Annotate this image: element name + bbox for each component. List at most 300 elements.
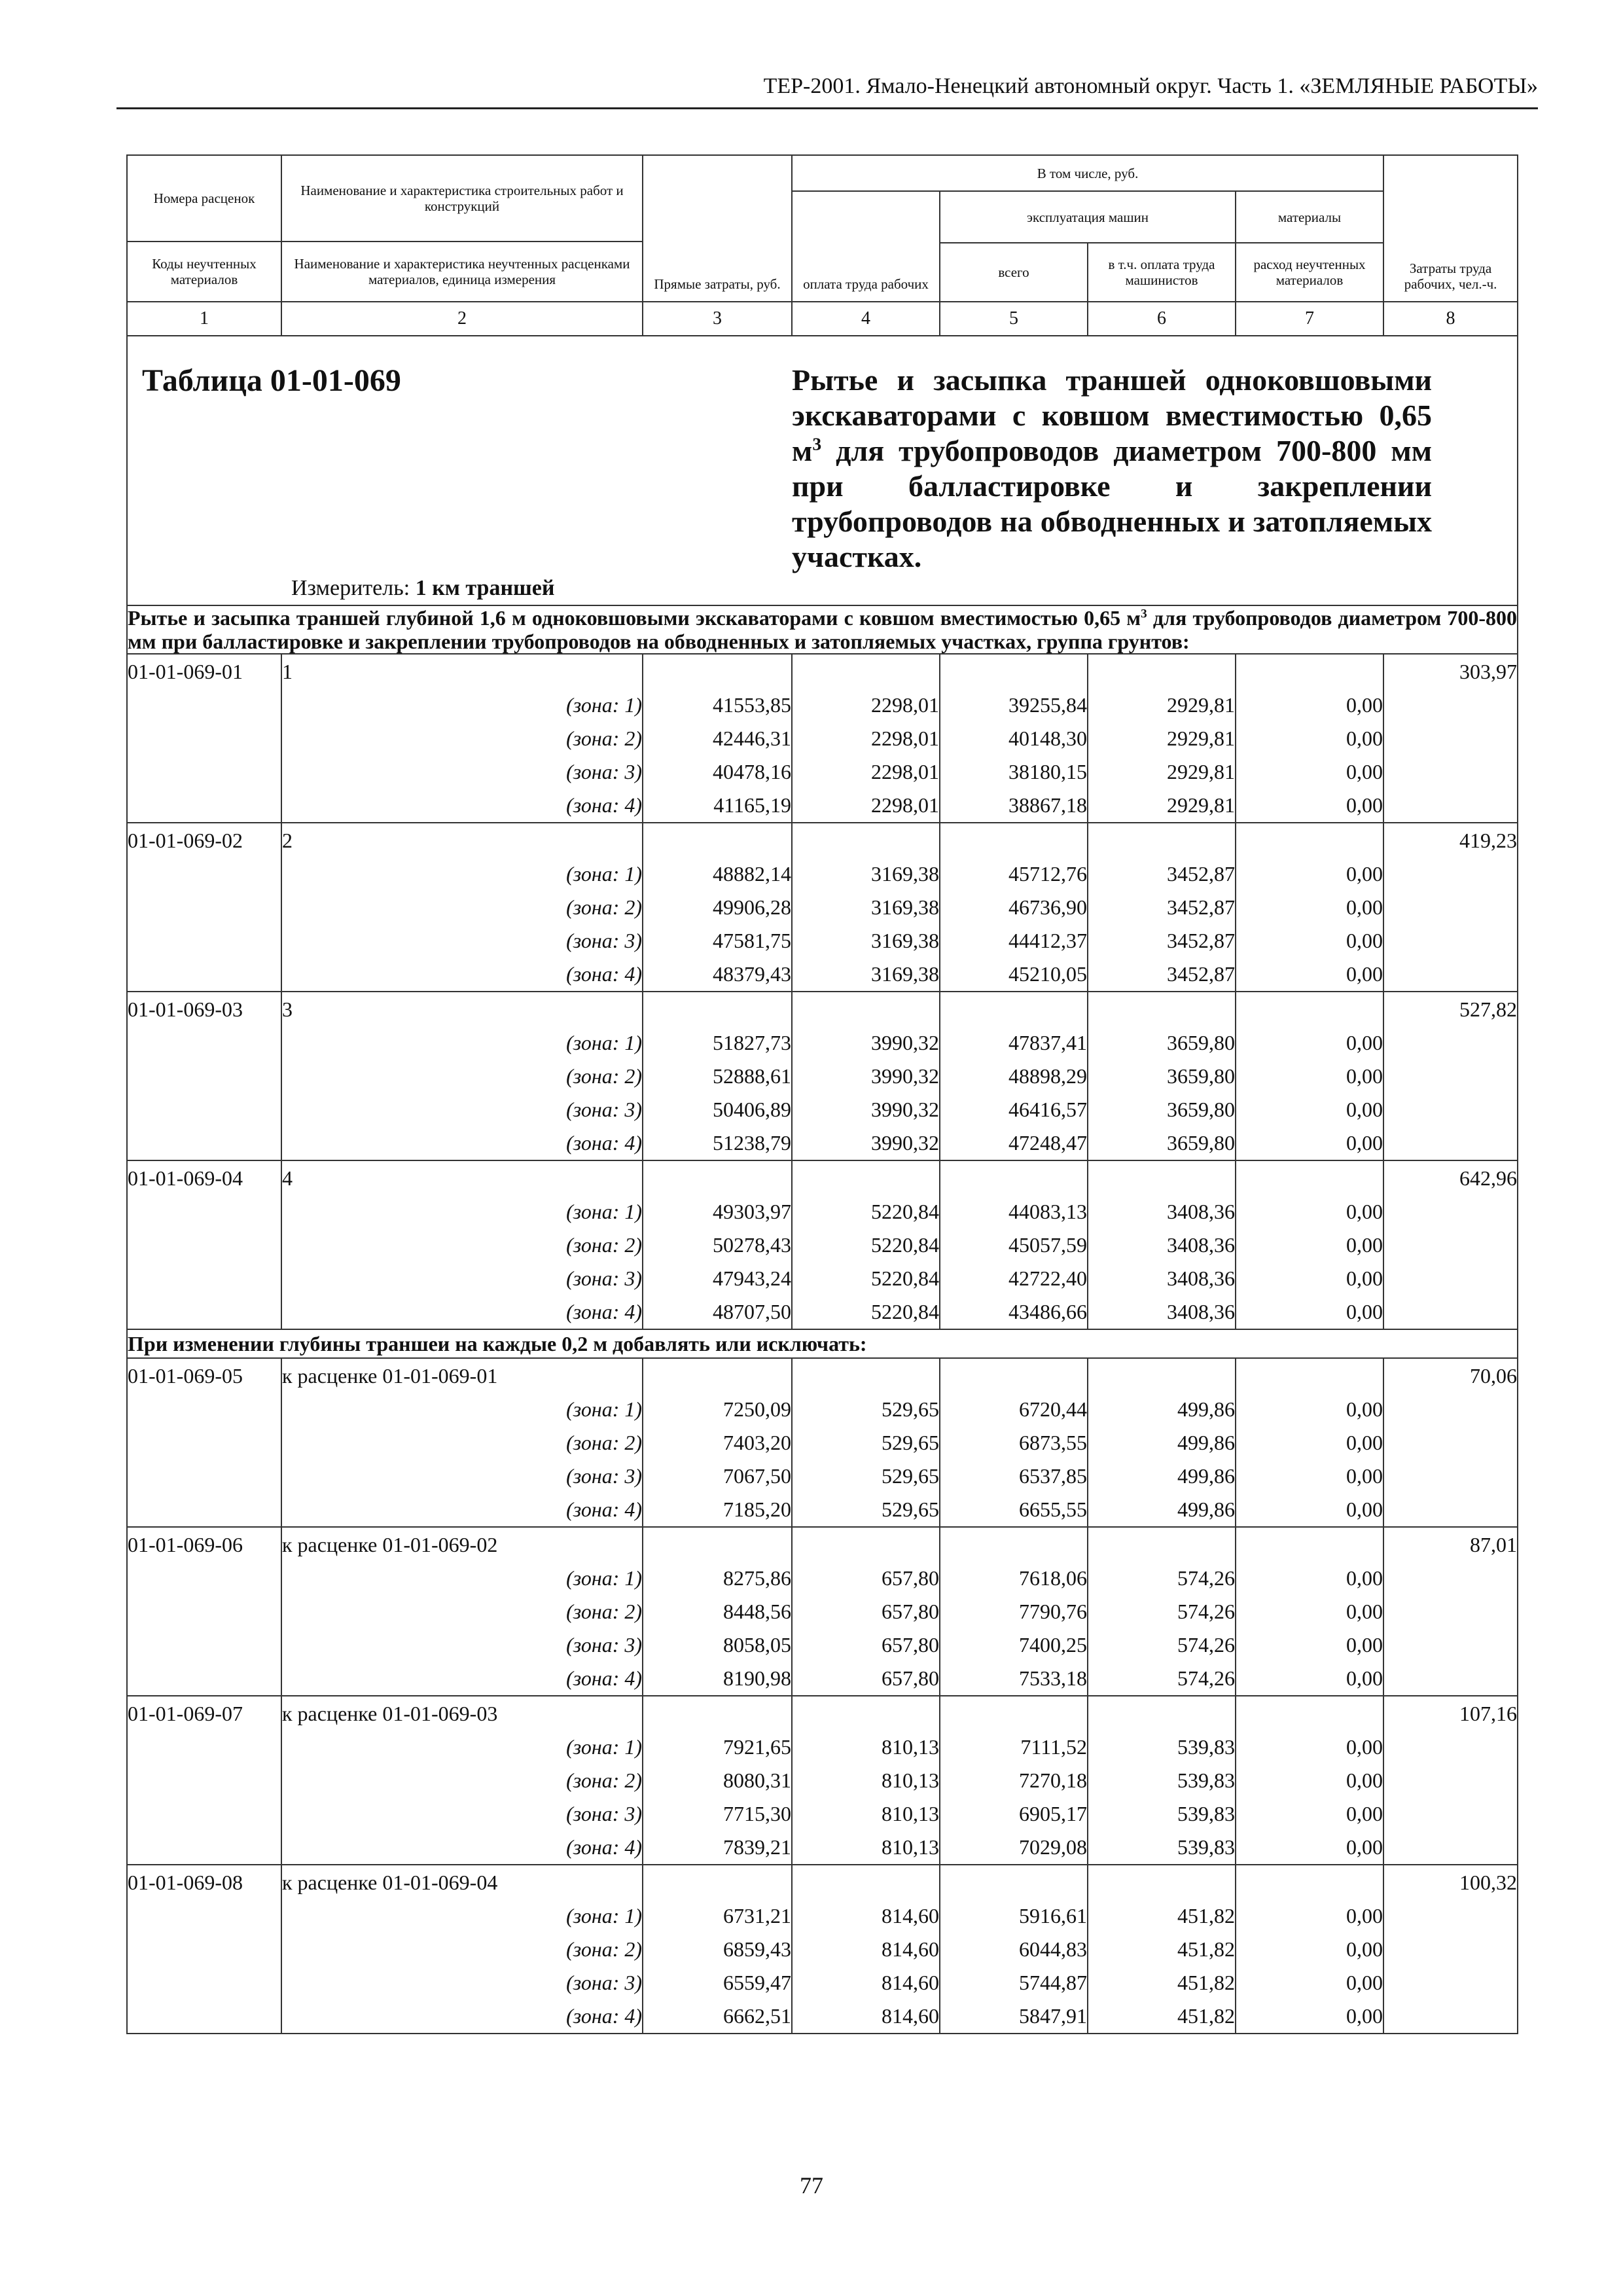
zone-label: (зона: 1) xyxy=(281,1562,643,1595)
materials-cost: 0,00 xyxy=(1236,2000,1383,2034)
materials-cost: 0,00 xyxy=(1236,1562,1383,1595)
wages-cost: 810,13 xyxy=(792,1797,940,1831)
measure-unit xyxy=(128,576,1517,603)
zone-label: (зона: 4) xyxy=(281,1295,643,1329)
wages-cost: 814,60 xyxy=(792,1966,940,2000)
zone-row xyxy=(127,857,1518,891)
column-number: 7 xyxy=(1236,302,1383,336)
rates-table xyxy=(126,154,1518,2034)
zone-label: (зона: 4) xyxy=(281,1831,643,1865)
header-materials-label: материалы xyxy=(1236,191,1383,243)
empty-cell xyxy=(1236,1358,1383,1393)
empty-cell xyxy=(940,1160,1088,1195)
direct-cost: 48707,50 xyxy=(643,1295,792,1329)
direct-cost: 49906,28 xyxy=(643,891,792,924)
table-id-cell xyxy=(127,336,792,575)
empty-cell xyxy=(792,1358,940,1393)
operators-cost: 2929,81 xyxy=(1088,689,1236,722)
empty-cell xyxy=(1383,2000,1518,2034)
machines-cost: 46416,57 xyxy=(940,1093,1088,1126)
empty-cell xyxy=(1383,1493,1518,1527)
empty-cell xyxy=(127,1933,281,1966)
materials-cost: 0,00 xyxy=(1236,1662,1383,1696)
empty-cell xyxy=(940,823,1088,857)
empty-cell xyxy=(1236,992,1383,1026)
column-numbers-row xyxy=(127,302,1518,336)
zone-row xyxy=(127,1195,1518,1229)
empty-cell xyxy=(127,722,281,755)
rate-name: 3 xyxy=(281,992,643,1026)
zone-label: (зона: 3) xyxy=(281,755,643,789)
zone-row xyxy=(127,1493,1518,1527)
zone-label: (зона: 1) xyxy=(281,689,643,722)
materials-cost: 0,00 xyxy=(1236,1797,1383,1831)
direct-cost: 8058,05 xyxy=(643,1628,792,1662)
machines-cost: 46736,90 xyxy=(940,891,1088,924)
direct-cost: 7185,20 xyxy=(643,1493,792,1527)
empty-cell xyxy=(1383,857,1518,891)
operators-cost: 574,26 xyxy=(1088,1595,1236,1628)
empty-cell xyxy=(1383,1966,1518,2000)
empty-cell xyxy=(643,823,792,857)
description-text: Рытье и засыпка траншей глубиной 1,6 м одноковшовыми экскаваторами с ковшом вместимостью 0,65 м xyxy=(128,606,1141,630)
materials-cost: 0,00 xyxy=(1236,1262,1383,1295)
operators-cost: 2929,81 xyxy=(1088,722,1236,755)
machines-cost: 6905,17 xyxy=(940,1797,1088,1831)
column-number: 3 xyxy=(643,302,792,336)
empty-cell xyxy=(940,1865,1088,1899)
wages-cost: 3990,32 xyxy=(792,1093,940,1126)
materials-cost: 0,00 xyxy=(1236,857,1383,891)
machines-cost: 45712,76 xyxy=(940,857,1088,891)
header-machines-label: эксплуатация машин xyxy=(940,191,1236,243)
empty-cell xyxy=(127,1060,281,1093)
rate-code-row xyxy=(127,1527,1518,1562)
zone-row xyxy=(127,1933,1518,1966)
zone-row xyxy=(127,1060,1518,1093)
description-cell xyxy=(127,605,1518,654)
rate-code: 01-01-069-07 xyxy=(127,1696,281,1731)
materials-cost: 0,00 xyxy=(1236,1493,1383,1527)
machines-cost: 5847,91 xyxy=(940,2000,1088,2034)
machines-cost: 45057,59 xyxy=(940,1229,1088,1262)
zone-label: (зона: 1) xyxy=(281,857,643,891)
empty-cell xyxy=(1088,1527,1236,1562)
zone-row xyxy=(127,789,1518,823)
empty-cell xyxy=(1383,1026,1518,1060)
zone-row xyxy=(127,924,1518,958)
zone-label: (зона: 4) xyxy=(281,1493,643,1527)
machines-cost: 7533,18 xyxy=(940,1662,1088,1696)
empty-cell xyxy=(127,1295,281,1329)
empty-cell xyxy=(127,689,281,722)
empty-cell xyxy=(1383,1460,1518,1493)
zone-row xyxy=(127,722,1518,755)
empty-cell xyxy=(127,1662,281,1696)
wages-cost: 2298,01 xyxy=(792,755,940,789)
empty-cell xyxy=(1383,1831,1518,1865)
wages-cost: 5220,84 xyxy=(792,1229,940,1262)
operators-cost: 3452,87 xyxy=(1088,891,1236,924)
direct-cost: 7715,30 xyxy=(643,1797,792,1831)
zone-label: (зона: 3) xyxy=(281,1628,643,1662)
zone-label: (зона: 4) xyxy=(281,958,643,992)
operators-cost: 539,83 xyxy=(1088,1831,1236,1865)
direct-cost: 50406,89 xyxy=(643,1093,792,1126)
operators-cost: 499,86 xyxy=(1088,1460,1236,1493)
empty-cell xyxy=(1236,1696,1383,1731)
machines-cost: 45210,05 xyxy=(940,958,1088,992)
direct-cost: 8275,86 xyxy=(643,1562,792,1595)
empty-cell xyxy=(127,1493,281,1527)
wages-cost: 529,65 xyxy=(792,1493,940,1527)
machines-cost: 7400,25 xyxy=(940,1628,1088,1662)
rate-code: 01-01-069-03 xyxy=(127,992,281,1026)
rate-name: 1 xyxy=(281,654,643,689)
direct-cost: 41553,85 xyxy=(643,689,792,722)
zone-row xyxy=(127,1764,1518,1797)
materials-cost: 0,00 xyxy=(1236,755,1383,789)
empty-cell xyxy=(643,1358,792,1393)
operators-cost: 499,86 xyxy=(1088,1426,1236,1460)
zone-label: (зона: 3) xyxy=(281,1262,643,1295)
empty-cell xyxy=(1383,1295,1518,1329)
wages-cost: 814,60 xyxy=(792,1899,940,1933)
direct-cost: 8190,98 xyxy=(643,1662,792,1696)
machines-cost: 6537,85 xyxy=(940,1460,1088,1493)
empty-cell xyxy=(127,1026,281,1060)
materials-cost: 0,00 xyxy=(1236,1126,1383,1160)
empty-cell xyxy=(792,654,940,689)
machines-cost: 47837,41 xyxy=(940,1026,1088,1060)
operators-cost: 451,82 xyxy=(1088,1899,1236,1933)
empty-cell xyxy=(1383,1595,1518,1628)
direct-cost: 41165,19 xyxy=(643,789,792,823)
empty-cell xyxy=(127,2000,281,2034)
rate-name: к расценке 01-01-069-01 xyxy=(281,1358,643,1393)
zone-row xyxy=(127,1797,1518,1831)
header-row-1 xyxy=(127,155,1518,191)
table-title-text-2: для трубопроводов диаметром 700-800 мм при балластировке и закреплении трубопроводов на обводненных и затопляемых участках. xyxy=(792,434,1433,573)
empty-cell xyxy=(127,1966,281,2000)
empty-cell xyxy=(1088,1160,1236,1195)
direct-cost: 6859,43 xyxy=(643,1933,792,1966)
empty-cell xyxy=(127,857,281,891)
rate-code-row xyxy=(127,823,1518,857)
rate-name: к расценке 01-01-069-04 xyxy=(281,1865,643,1899)
empty-cell xyxy=(643,1865,792,1899)
rate-code-row xyxy=(127,1160,1518,1195)
operators-cost: 499,86 xyxy=(1088,1493,1236,1527)
empty-cell xyxy=(127,1195,281,1229)
zone-row xyxy=(127,1662,1518,1696)
machines-cost: 7618,06 xyxy=(940,1562,1088,1595)
zone-row xyxy=(127,1731,1518,1764)
materials-cost: 0,00 xyxy=(1236,1026,1383,1060)
empty-cell xyxy=(940,1696,1088,1731)
rate-code-row xyxy=(127,654,1518,689)
rate-code: 01-01-069-06 xyxy=(127,1527,281,1562)
wages-cost: 810,13 xyxy=(792,1764,940,1797)
direct-cost: 47581,75 xyxy=(643,924,792,958)
wages-cost: 657,80 xyxy=(792,1628,940,1662)
materials-cost: 0,00 xyxy=(1236,1195,1383,1229)
empty-cell xyxy=(643,654,792,689)
materials-cost: 0,00 xyxy=(1236,1899,1383,1933)
empty-cell xyxy=(940,1527,1088,1562)
direct-cost: 48379,43 xyxy=(643,958,792,992)
direct-cost: 49303,97 xyxy=(643,1195,792,1229)
materials-cost: 0,00 xyxy=(1236,1093,1383,1126)
empty-cell xyxy=(127,1797,281,1831)
materials-cost: 0,00 xyxy=(1236,722,1383,755)
empty-cell xyxy=(792,992,940,1026)
wages-cost: 5220,84 xyxy=(792,1295,940,1329)
wages-cost: 2298,01 xyxy=(792,789,940,823)
materials-cost: 0,00 xyxy=(1236,1060,1383,1093)
direct-cost: 7250,09 xyxy=(643,1393,792,1426)
empty-cell xyxy=(1088,1696,1236,1731)
header-group-label: В том числе, руб. xyxy=(792,155,1383,191)
machines-cost: 7029,08 xyxy=(940,1831,1088,1865)
wages-cost: 810,13 xyxy=(792,1831,940,1865)
empty-cell xyxy=(643,1696,792,1731)
wages-cost: 814,60 xyxy=(792,2000,940,2034)
empty-cell xyxy=(792,823,940,857)
zone-label: (зона: 2) xyxy=(281,1764,643,1797)
machines-cost: 6873,55 xyxy=(940,1426,1088,1460)
wages-cost: 529,65 xyxy=(792,1393,940,1426)
zone-label: (зона: 4) xyxy=(281,1126,643,1160)
empty-cell xyxy=(1383,1426,1518,1460)
empty-cell xyxy=(1383,1060,1518,1093)
zone-row xyxy=(127,1899,1518,1933)
direct-cost: 50278,43 xyxy=(643,1229,792,1262)
operators-cost: 3659,80 xyxy=(1088,1126,1236,1160)
materials-cost: 0,00 xyxy=(1236,1628,1383,1662)
empty-cell xyxy=(127,924,281,958)
direct-cost: 8080,31 xyxy=(643,1764,792,1797)
zone-row xyxy=(127,891,1518,924)
empty-cell xyxy=(1383,1933,1518,1966)
empty-cell xyxy=(792,1527,940,1562)
empty-cell xyxy=(1088,1865,1236,1899)
empty-cell xyxy=(1383,1093,1518,1126)
empty-cell xyxy=(127,958,281,992)
machines-cost: 7111,52 xyxy=(940,1731,1088,1764)
empty-cell xyxy=(127,1426,281,1460)
rate-name: 2 xyxy=(281,823,643,857)
measure-cell xyxy=(127,575,1518,605)
empty-cell xyxy=(792,1865,940,1899)
rate-code: 01-01-069-01 xyxy=(127,654,281,689)
zone-label: (зона: 3) xyxy=(281,1797,643,1831)
empty-cell xyxy=(1236,1160,1383,1195)
materials-cost: 0,00 xyxy=(1236,924,1383,958)
zone-label: (зона: 1) xyxy=(281,1899,643,1933)
wages-cost: 3169,38 xyxy=(792,924,940,958)
materials-cost: 0,00 xyxy=(1236,1764,1383,1797)
empty-cell xyxy=(643,1527,792,1562)
zone-label: (зона: 3) xyxy=(281,924,643,958)
labor-cost: 87,01 xyxy=(1383,1527,1518,1562)
direct-cost: 51827,73 xyxy=(643,1026,792,1060)
empty-cell xyxy=(940,992,1088,1026)
machines-cost: 38867,18 xyxy=(940,789,1088,823)
wages-cost: 5220,84 xyxy=(792,1262,940,1295)
zone-row xyxy=(127,1262,1518,1295)
empty-cell xyxy=(940,654,1088,689)
direct-cost: 7839,21 xyxy=(643,1831,792,1865)
empty-cell xyxy=(643,992,792,1026)
empty-cell xyxy=(1383,1662,1518,1696)
column-number: 6 xyxy=(1088,302,1236,336)
column-number: 2 xyxy=(281,302,643,336)
rate-name: к расценке 01-01-069-02 xyxy=(281,1527,643,1562)
header-col2-top: Наименование и характеристика строительных работ и конструкций xyxy=(282,156,642,242)
header-col2 xyxy=(281,155,643,302)
rate-code-row xyxy=(127,1865,1518,1899)
empty-cell xyxy=(1383,1126,1518,1160)
zone-row xyxy=(127,755,1518,789)
machines-cost: 47248,47 xyxy=(940,1126,1088,1160)
empty-cell xyxy=(127,789,281,823)
empty-cell xyxy=(1383,1764,1518,1797)
empty-cell xyxy=(127,1460,281,1493)
operators-cost: 3659,80 xyxy=(1088,1060,1236,1093)
table-title-text: Рытье и засыпка траншей одноковшовыми экскаваторами с ковшом вместимостью 0,65 м xyxy=(792,363,1433,467)
section-header-row xyxy=(127,1329,1518,1358)
materials-cost: 0,00 xyxy=(1236,1229,1383,1262)
materials-cost: 0,00 xyxy=(1236,1966,1383,2000)
table-title-cell xyxy=(792,336,1518,575)
operators-cost: 539,83 xyxy=(1088,1797,1236,1831)
materials-cost: 0,00 xyxy=(1236,891,1383,924)
machines-cost: 43486,66 xyxy=(940,1295,1088,1329)
wages-cost: 3990,32 xyxy=(792,1060,940,1093)
empty-cell xyxy=(127,1595,281,1628)
wages-cost: 3990,32 xyxy=(792,1026,940,1060)
empty-cell xyxy=(1383,1628,1518,1662)
table-title-row xyxy=(127,336,1518,575)
header-col5: всего xyxy=(940,243,1088,302)
machines-cost: 39255,84 xyxy=(940,689,1088,722)
zone-label: (зона: 2) xyxy=(281,1060,643,1093)
labor-cost: 70,06 xyxy=(1383,1358,1518,1393)
empty-cell xyxy=(1383,1393,1518,1426)
description-sup: 3 xyxy=(1141,607,1147,621)
empty-cell xyxy=(643,1160,792,1195)
direct-cost: 47943,24 xyxy=(643,1262,792,1295)
wages-cost: 3169,38 xyxy=(792,857,940,891)
machines-cost: 6655,55 xyxy=(940,1493,1088,1527)
zone-row xyxy=(127,1295,1518,1329)
zone-row xyxy=(127,1126,1518,1160)
wages-cost: 529,65 xyxy=(792,1460,940,1493)
empty-cell xyxy=(1088,823,1236,857)
empty-cell xyxy=(127,1393,281,1426)
operators-cost: 451,82 xyxy=(1088,1933,1236,1966)
operators-cost: 574,26 xyxy=(1088,1628,1236,1662)
operators-cost: 2929,81 xyxy=(1088,755,1236,789)
zone-row xyxy=(127,2000,1518,2034)
direct-cost: 40478,16 xyxy=(643,755,792,789)
direct-cost: 51238,79 xyxy=(643,1126,792,1160)
operators-cost: 3408,36 xyxy=(1088,1262,1236,1295)
direct-cost: 6559,47 xyxy=(643,1966,792,2000)
rate-code: 01-01-069-02 xyxy=(127,823,281,857)
description-text-2: для трубопроводов диаметром 700-800 мм при балластировке и закреплении трубопроводов на обводненных и затопляемых участках, группа грунтов: xyxy=(128,606,1518,653)
operators-cost: 451,82 xyxy=(1088,2000,1236,2034)
column-number: 1 xyxy=(127,302,281,336)
empty-cell xyxy=(1383,1731,1518,1764)
zone-row xyxy=(127,1393,1518,1426)
empty-cell xyxy=(1088,654,1236,689)
empty-cell xyxy=(127,891,281,924)
column-number: 8 xyxy=(1383,302,1518,336)
operators-cost: 539,83 xyxy=(1088,1764,1236,1797)
zone-label: (зона: 4) xyxy=(281,789,643,823)
zone-row xyxy=(127,1026,1518,1060)
zone-row xyxy=(127,1460,1518,1493)
operators-cost: 3408,36 xyxy=(1088,1195,1236,1229)
zone-row xyxy=(127,1229,1518,1262)
operators-cost: 574,26 xyxy=(1088,1662,1236,1696)
empty-cell xyxy=(1383,1262,1518,1295)
empty-cell xyxy=(1236,1865,1383,1899)
empty-cell xyxy=(792,1160,940,1195)
machines-cost: 38180,15 xyxy=(940,755,1088,789)
operators-cost: 3452,87 xyxy=(1088,857,1236,891)
table-title xyxy=(792,336,1517,575)
header-col6: в т.ч. оплата труда машинистов xyxy=(1088,243,1236,302)
empty-cell xyxy=(127,1628,281,1662)
direct-cost: 7921,65 xyxy=(643,1731,792,1764)
empty-cell xyxy=(1383,722,1518,755)
empty-cell xyxy=(1383,958,1518,992)
operators-cost: 574,26 xyxy=(1088,1562,1236,1595)
machines-cost: 42722,40 xyxy=(940,1262,1088,1295)
empty-cell xyxy=(1383,789,1518,823)
materials-cost: 0,00 xyxy=(1236,1295,1383,1329)
wages-cost: 5220,84 xyxy=(792,1195,940,1229)
operators-cost: 3452,87 xyxy=(1088,924,1236,958)
rate-code: 01-01-069-05 xyxy=(127,1358,281,1393)
materials-cost: 0,00 xyxy=(1236,1933,1383,1966)
empty-cell xyxy=(127,1899,281,1933)
zone-label: (зона: 2) xyxy=(281,1933,643,1966)
empty-cell xyxy=(127,1126,281,1160)
zone-label: (зона: 1) xyxy=(281,1026,643,1060)
empty-cell xyxy=(1383,1899,1518,1933)
description-row xyxy=(127,605,1518,654)
operators-cost: 3452,87 xyxy=(1088,958,1236,992)
labor-cost: 527,82 xyxy=(1383,992,1518,1026)
zone-label: (зона: 2) xyxy=(281,1229,643,1262)
materials-cost: 0,00 xyxy=(1236,1460,1383,1493)
wages-cost: 529,65 xyxy=(792,1426,940,1460)
header-col7: расход неучтенных материалов xyxy=(1236,243,1383,302)
empty-cell xyxy=(1236,823,1383,857)
header-col3: Прямые затраты, руб. xyxy=(643,155,792,302)
wages-cost: 2298,01 xyxy=(792,722,940,755)
empty-cell xyxy=(1088,992,1236,1026)
column-number: 4 xyxy=(792,302,940,336)
empty-cell xyxy=(940,1358,1088,1393)
labor-cost: 107,16 xyxy=(1383,1696,1518,1731)
running-header: ТЕР-2001. Ямало-Ненецкий автономный округ. Часть 1. «ЗЕМЛЯНЫЕ РАБОТЫ» xyxy=(116,65,1538,109)
materials-cost: 0,00 xyxy=(1236,1393,1383,1426)
